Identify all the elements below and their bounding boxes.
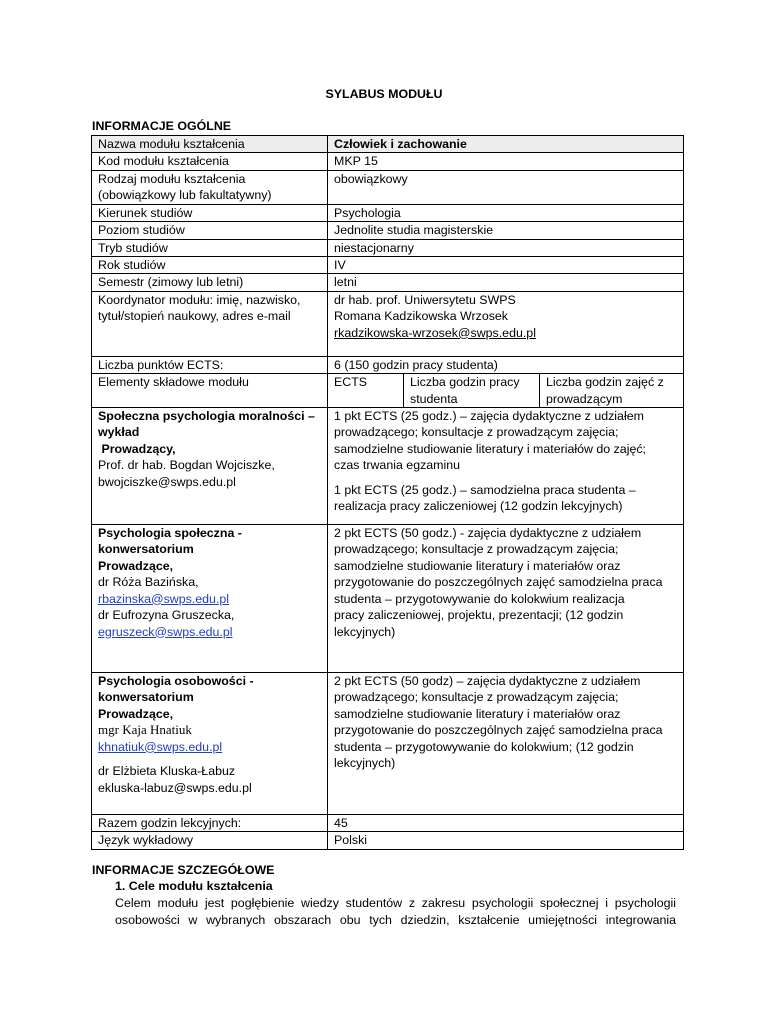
component-1-email: bwojciszke@swps.edu.pl (98, 474, 236, 489)
module-name-label: Nazwa modułu kształcenia (92, 136, 328, 153)
module-type-label-line2: (obowiązkowy lub fakultatywny) (98, 188, 272, 203)
component-3-desc-line: samodzielne studiowanie literatury i materiałów oraz (334, 706, 621, 721)
year-label: Rok studiów (92, 257, 328, 274)
component-3-role: Prowadzące, (98, 706, 174, 721)
semester-value: letni (328, 274, 684, 291)
components-col3-line1: Liczba godzin zajęć z (546, 375, 664, 390)
component-2-lecturer-2: dr Eufrozyna Gruszecka, (98, 608, 235, 623)
coordinator-label-line2: tytuł/stopień naukowy, adres e-mail (98, 309, 291, 324)
component-3-desc-line: przygotowanie do poszczególnych zajęć samodzielna praca (334, 723, 663, 738)
mode-label: Tryb studiów (92, 239, 328, 256)
coordinator-label (92, 291, 328, 356)
component-3-name-line1: Psychologia osobowości - (98, 674, 254, 689)
component-3-email-2: ekluska-labuz@swps.edu.pl (98, 780, 252, 795)
component-1-desc-line: prowadzącego; konsultacje z prowadzącym zajęcia; (334, 425, 619, 440)
language-label: Język wykładowy (92, 832, 328, 849)
component-2-description (328, 525, 684, 673)
language-value: Polski (328, 832, 684, 849)
section-general-heading: INFORMACJE OGÓLNE (92, 119, 232, 133)
components-label: Elementy składowe modułu (92, 374, 328, 408)
component-1-role: Prowadzący, (98, 441, 176, 456)
component-1-info (92, 408, 328, 525)
component-1-lecturer: Prof. dr hab. Bogdan Wojciszke, (98, 458, 275, 473)
component-2-lecturer-1: dr Róża Bazińska, (98, 575, 199, 590)
section-detail-heading: INFORMACJE SZCZEGÓŁOWE (92, 863, 275, 877)
coordinator-name: Romana Kadzikowska Wrzosek (334, 309, 508, 324)
module-type-label (92, 170, 328, 204)
component-1-desc-line: realizacja pracy zaliczeniowej (12 godzin lekcyjnych) (334, 499, 623, 514)
component-2-email-2-link[interactable]: egruszeck@swps.edu.pl (98, 624, 233, 639)
components-col-contact-hours (540, 374, 683, 407)
detail-subheading: 1. Cele modułu kształcenia (115, 879, 273, 893)
component-3-desc-line: lekcyjnych) (334, 756, 396, 771)
component-3-desc-line: studenta – przygotowywanie do kolokwium; (12 godzin (334, 739, 634, 754)
component-2-desc-line: samodzielne studiowanie literatury i materiałów oraz (334, 558, 621, 573)
detail-block (92, 879, 684, 893)
component-1-desc-line: czas trwania egzaminu (334, 458, 461, 473)
level-value: Jednolite studia magisterskie (328, 222, 684, 239)
coordinator-email-link[interactable]: rkadzikowska-wrzosek@swps.edu.pl (334, 325, 536, 340)
component-2-info (92, 525, 328, 673)
field-value: Psychologia (328, 204, 684, 221)
components-col2-line2: studenta (410, 391, 458, 406)
component-1-desc-line: 1 pkt ECTS (25 godz.) – zajęcia dydaktyczne z udziałem (334, 409, 644, 424)
coordinator-label-line1: Koordynator modułu: imię, nazwisko, (98, 292, 301, 307)
component-1-name-line2: wykład (98, 425, 140, 440)
total-hours-value: 45 (328, 815, 684, 832)
coordinator-value (328, 291, 684, 356)
components-col-student-hours (404, 374, 540, 407)
ects-label: Liczba punktów ECTS: (92, 356, 328, 373)
level-label: Poziom studiów (92, 222, 328, 239)
syllabus-table (91, 135, 684, 850)
semester-label: Semestr (zimowy lub letni) (92, 274, 328, 291)
component-3-name-line2: konwersatorium (98, 690, 194, 705)
detail-paragraph (115, 895, 676, 929)
components-col2-line1: Liczba godzin pracy (410, 375, 520, 390)
component-1-description (328, 408, 684, 525)
field-label: Kierunek studiów (92, 204, 328, 221)
component-1-desc-line: samodzielne studiowanie literatury i materiałów do zajęć; (334, 441, 646, 456)
detail-paragraph-line: osobowości w wybranych obszarach obu tych dziedzin, kształcenie umiejętności integrowania (115, 913, 676, 927)
module-code-label: Kod modułu kształcenia (92, 153, 328, 170)
component-2-desc-line: pracy zaliczeniowej, projektu, prezentacji; (12 godzin (334, 608, 624, 623)
detail-paragraph-line: Celem modułu jest pogłębienie wiedzy studentów z zakresu psychologii społecznej i psychologii (115, 896, 676, 910)
module-name-value: Człowiek i zachowanie (328, 136, 684, 153)
module-type-value: obowiązkowy (328, 170, 684, 204)
mode-value: niestacjonarny (328, 239, 684, 256)
component-3-lecturer-2: dr Elżbieta Kluska-Łabuz (98, 764, 236, 779)
component-3-lecturer-1: mgr Kaja Hnatiuk (98, 722, 192, 738)
coordinator-title: dr hab. prof. Uniwersytetu SWPS (334, 292, 516, 307)
ects-value: 6 (150 godzin pracy studenta) (328, 356, 684, 373)
component-2-name-line1: Psychologia społeczna - (98, 526, 242, 541)
component-3-info (92, 673, 328, 815)
component-2-desc-line: przygotowanie do poszczególnych zajęć samodzielna praca (334, 575, 663, 590)
components-header (328, 374, 684, 408)
module-type-label-line1: Rodzaj modułu kształcenia (98, 171, 246, 186)
module-code-value: MKP 15 (328, 153, 684, 170)
component-2-desc-line: prowadzącego; konsultacje z prowadzącym zajęcia; (334, 542, 619, 557)
component-1-name-line1: Społeczna psychologia moralności – (98, 409, 315, 424)
year-value: IV (328, 257, 684, 274)
component-2-desc-line: 2 pkt ECTS (50 godz.) - zajęcia dydaktyczne z udziałem (334, 526, 642, 541)
components-col-ects: ECTS (328, 374, 404, 407)
component-3-email-1-link[interactable]: khnatiuk@swps.edu.pl (98, 739, 223, 754)
components-col3-line2: prowadzącym (546, 391, 623, 406)
component-2-desc-line: studenta – przygotowywanie do kolokwium realizacja (334, 591, 625, 606)
page-title: SYLABUS MODUŁU (325, 87, 443, 101)
component-2-email-1-link[interactable]: rbazinska@swps.edu.pl (98, 591, 230, 606)
total-hours-label: Razem godzin lekcyjnych: (92, 815, 328, 832)
component-3-desc-line: prowadzącego; konsultacje z prowadzącym zajęcia; (334, 690, 619, 705)
component-1-desc-line: 1 pkt ECTS (25 godz.) – samodzielna praca studenta – (334, 482, 636, 497)
component-3-description (328, 673, 684, 815)
component-2-desc-line: lekcyjnych) (334, 624, 396, 639)
component-3-desc-line: 2 pkt ECTS (50 godz) – zajęcia dydaktyczne z udziałem (334, 674, 641, 689)
component-2-name-line2: konwersatorium (98, 542, 194, 557)
component-2-role: Prowadzące, (98, 558, 174, 573)
